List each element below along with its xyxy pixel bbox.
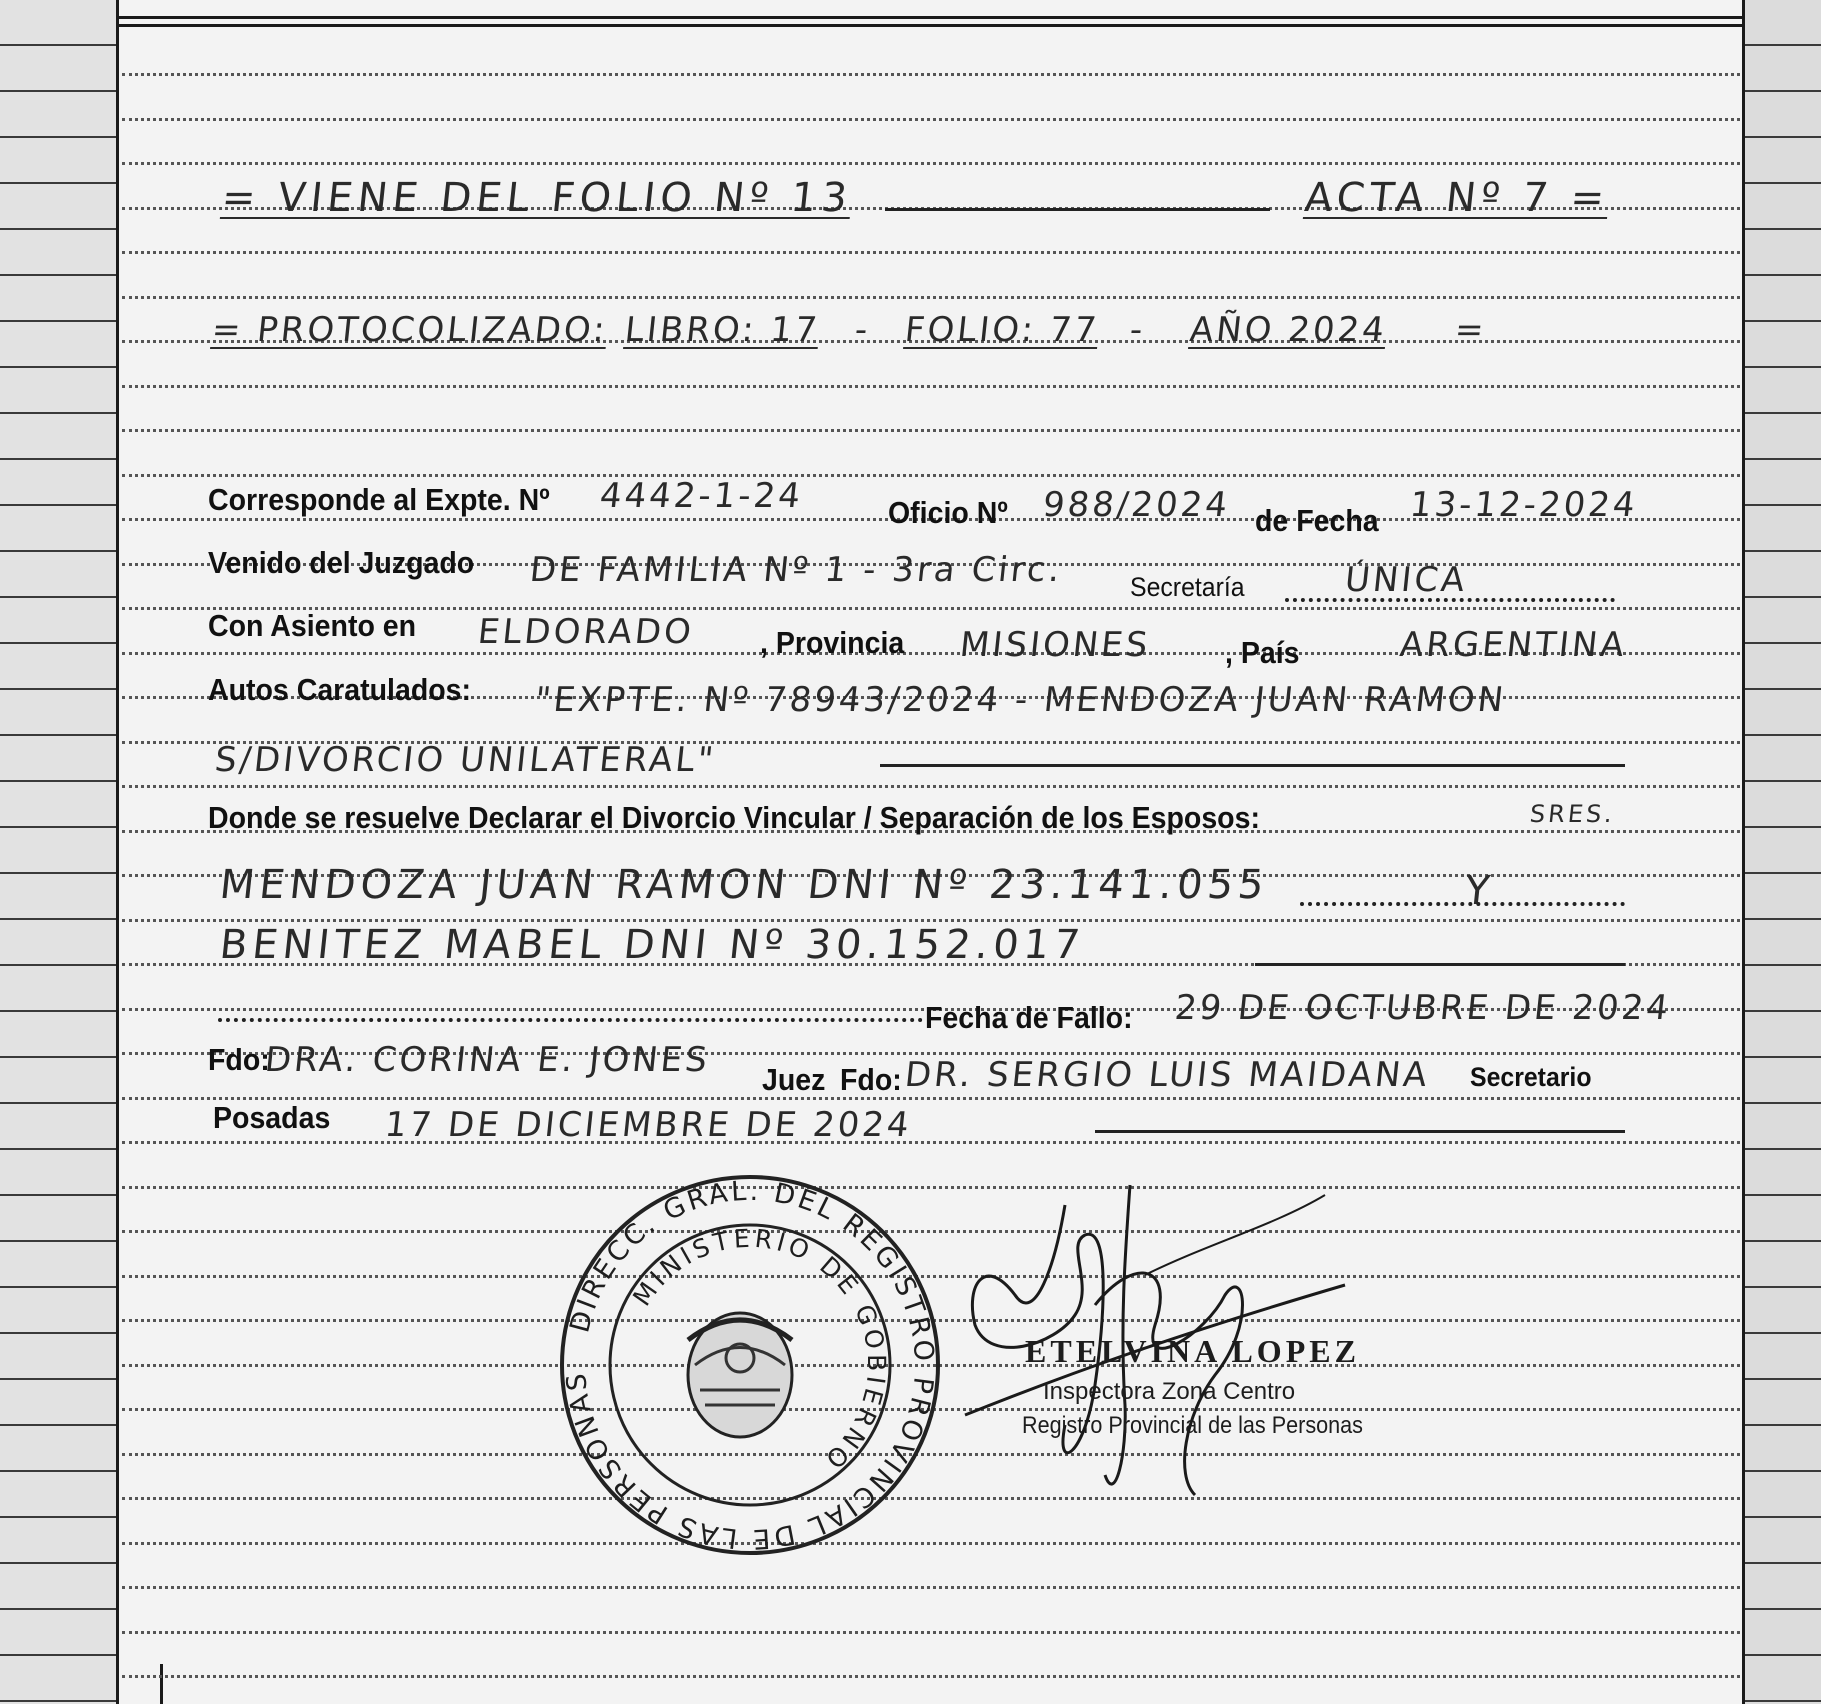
bottom-tick (160, 1664, 163, 1704)
ruled-line (122, 1586, 1740, 1589)
header-line-1 (885, 208, 1270, 211)
autos-line1: "EXPTE. Nº 78943/2024 - MENDOZA JUAN RAMON (532, 680, 1509, 720)
posadas-value: 17 DE DICIEMBRE DE 2024 (382, 1105, 914, 1145)
fdo-judge-label: Fdo: (208, 1042, 270, 1077)
esposo-1-fill (1300, 902, 1625, 906)
signatory-registry: Registro Provincial de las Personas (1022, 1412, 1363, 1439)
autos-line2: S/DIVORCIO UNILATERAL" (212, 740, 719, 780)
secretario-label: Secretario (1470, 1062, 1592, 1092)
folio-value: FOLIO: 77 (902, 310, 1102, 350)
esposo-1: MENDOZA JUAN RAMON DNI Nº 23.141.055 (217, 862, 1271, 908)
pais-value: ARGENTINA (1397, 625, 1629, 665)
ruled-line (122, 73, 1740, 76)
posadas-fill (1095, 1130, 1625, 1133)
official-seal (555, 1170, 945, 1560)
juez-label: Juez (762, 1062, 826, 1097)
ruled-line (122, 429, 1740, 432)
juzgado-label: Venido del Juzgado (208, 545, 475, 580)
fdo-judge-value: DRA. CORINA E. JONES (262, 1040, 712, 1080)
resuelve-label: Donde se resuelve Declarar el Divorcio Vincular / Separación de los Esposos: (208, 800, 1260, 835)
header-dash-1: - (852, 310, 873, 350)
expte-value: 4442-1-24 (597, 476, 806, 516)
ruled-line (122, 1675, 1740, 1678)
ruled-line (122, 785, 1740, 788)
fallo-label: Fecha de Fallo: (925, 1000, 1133, 1035)
fdo-secretary-value: DR. SERGIO LUIS MAIDANA (902, 1055, 1432, 1095)
coat-of-arms-icon (688, 1313, 792, 1437)
secretaria-value: ÚNICA (1342, 560, 1470, 600)
right-margin-rule (1742, 0, 1745, 1704)
oficio-label: Oficio Nº (888, 495, 1008, 530)
header-dash-2: - (1127, 310, 1148, 350)
provincia-value: MISIONES (957, 625, 1153, 665)
libro-value: LIBRO: 17 (622, 310, 822, 350)
fdo-secretary-label: Fdo: (840, 1062, 902, 1097)
fallo-value: 29 DE OCTUBRE DE 2024 (1172, 988, 1674, 1028)
secretaria-label: Secretaría (1130, 572, 1245, 602)
fecha-label: de Fecha (1255, 503, 1379, 538)
ruled-line (122, 1141, 1740, 1144)
left-page-strip (0, 0, 116, 1704)
asiento-label: Con Asiento en (208, 608, 417, 643)
signatory-name: ETELVINA LOPEZ (1025, 1333, 1360, 1369)
asiento-value: ELDORADO (475, 612, 696, 652)
ruled-line (122, 474, 1740, 477)
ruled-line (122, 118, 1740, 121)
seal-outer-text: DIRECC. GRAL. DEL REGISTRO PROVINCIAL DE LAS PERSONAS (560, 1175, 940, 1555)
esposo-2: BENITEZ MABEL DNI Nº 30.152.017 (217, 922, 1088, 968)
viene-del-folio: = VIENE DEL FOLIO Nº 13 (219, 175, 855, 221)
pais-label: , País (1225, 635, 1300, 670)
ruled-line (122, 162, 1740, 165)
ruled-line (122, 1631, 1740, 1634)
expte-label: Corresponde al Expte. Nº (208, 482, 550, 517)
protocolizado-label: = PROTOCOLIZADO: (209, 310, 610, 350)
fecha-value: 13-12-2024 (1407, 485, 1640, 525)
conjunction: Y (1462, 868, 1497, 914)
acta-number: ACTA Nº 7 = (1302, 175, 1612, 221)
signatory-role: Inspectora Zona Centro (1043, 1378, 1296, 1405)
top-double-rule (116, 16, 1745, 19)
ruled-line (122, 385, 1740, 388)
fallo-dot-fill (218, 1018, 923, 1022)
esposo-2-fill (1255, 963, 1625, 966)
juzgado-value: DE FAMILIA Nº 1 - 3ra Circ. (527, 550, 1065, 590)
provincia-label: , Provincia (760, 625, 905, 660)
anio-value: AÑO 2024 (1187, 310, 1389, 350)
secretaria-fill (1285, 598, 1615, 602)
oficio-value: 988/2024 (1040, 485, 1232, 525)
ruled-line (122, 251, 1740, 254)
autos-label: Autos Caratulados: (208, 672, 472, 707)
header-end: = (1452, 310, 1489, 350)
right-page-strip (1745, 0, 1821, 1704)
posadas-label: Posadas (213, 1100, 331, 1135)
autos-line-fill (880, 764, 1625, 767)
left-margin-rule (116, 0, 119, 1704)
top-double-rule-2 (116, 24, 1745, 27)
seal-inner-text: MINISTERIO DE GOBIERNO (627, 1223, 892, 1477)
ruled-line (122, 1097, 1740, 1100)
ruled-line (122, 296, 1740, 299)
esposos-prefix: SRES. (1528, 800, 1617, 828)
